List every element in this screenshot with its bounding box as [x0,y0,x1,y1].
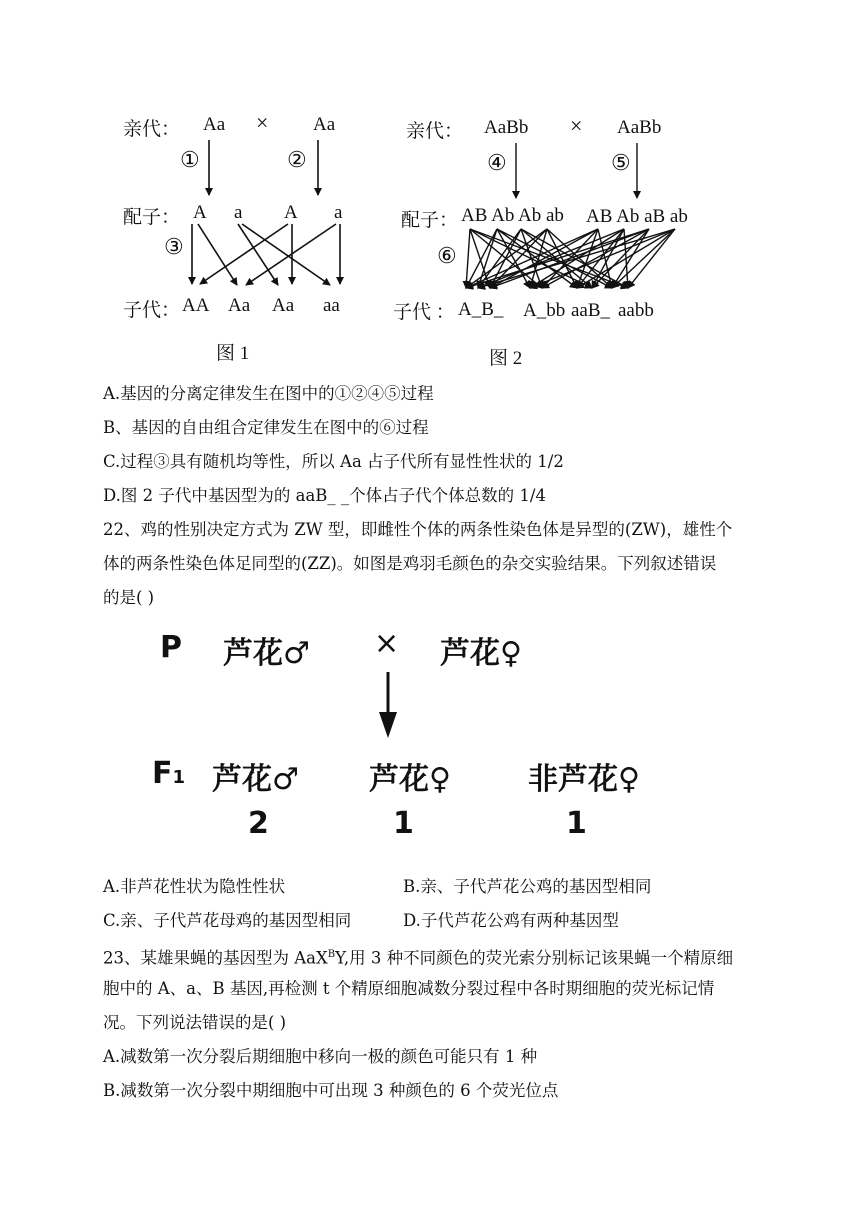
q23-option-b: B.减数第一次分裂中期细胞中可出现 3 种颜色的 6 个荧光位点 [103,1081,559,1100]
fig2-offspring: aaB_ [571,300,611,321]
q22-stem-line-3: 的是( ) [103,588,155,607]
q21-option-b: B、基因的自由组合定律发生在图中的⑥过程 [103,418,429,437]
q22-option-d: D.子代芦花公鸡有两种基因型 [403,911,619,930]
q22-stem-line-1: 22、鸡的性别决定方式为 ZW 型，即雌性个体的两条性染色体是异型的(ZW)，雄性个 [103,520,733,539]
fig2-gametes-left: AB Ab Ab ab [461,205,564,226]
fig1-parent-left: Aa [203,114,226,135]
q23-stem-line-3: 况。下列说法错误的是( ) [103,1013,287,1032]
q22-ratio: 2 [248,806,269,841]
q23-stem-line-1: 23、某雄果蝇的基因型为 AaX$^B$Y,用 3 种不同颜色的荧光索分别标记该果蝇一个精原细 [103,948,734,968]
fig1-gamete: A [284,202,298,223]
q22-f1-non: 非芦花♀ [528,762,640,797]
fig1-offspring: Aa [272,295,295,316]
q23-stem-line-2: 胞中的 A、a、B 基因,再检测 t 个精原细胞减数分裂过程中各时期细胞的荧光标记情 [103,979,715,998]
q21-option-a: A.基因的分离定律发生在图中的①②④⑤过程 [103,384,434,403]
fig2-caption: 图 2 [489,348,523,369]
fig2-gametes-right: AB Ab aB ab [586,206,688,227]
q22-ratio: 1 [566,806,587,841]
q22-f1-male: 芦花♂ [212,762,299,797]
q22-p-female: 芦花♀ [440,636,522,671]
fig1-gamete: A [193,202,207,223]
fig2-gamete-label: 配子： [401,210,459,231]
fig1-parent-right: Aa [313,114,336,135]
q22-f1-female: 芦花♀ [369,762,451,797]
fig2-offspring: A_B_ [458,299,504,320]
fig2-step-4: ④ [487,150,507,175]
fig2-offspring-label: 子代 ： [393,302,455,323]
fig1-gamete: a [234,202,243,223]
q22-f1-label: F1 [152,756,186,791]
q22-stem-line-2: 体的两条性染色体足同型的(ZZ)。如图是鸡羽毛颜色的杂交实验结果。下列叙述错误 [103,554,717,573]
fig1-step-3: ③ [164,234,184,259]
fig1-gamete: a [334,202,343,223]
q22-p-male: 芦花♂ [223,636,310,671]
q22-option-b: B.亲、子代芦花公鸡的基因型相同 [403,877,652,896]
fig1-gamete-label: 配子： [123,207,181,228]
q22-ratio: 1 [393,806,414,841]
fig2-parent-left: AaBb [484,117,529,138]
fig2-step-6: ⑥ [437,243,457,268]
fig1-step-2: ② [287,147,307,172]
q22-p-label: P [160,630,182,665]
fig2-parent-label: 亲代： [406,121,464,142]
q21-option-c: C.过程③具有随机均等性，所以 Aa 占子代所有显性性状的 1/2 [103,452,564,471]
q22-option-c: C.亲、子代芦花母鸡的基因型相同 [103,911,352,930]
fig2-parent-right: AaBb [617,117,662,138]
q21-option-d: D.图 2 子代中基因型为的 aaB_ _个体占子代个体总数的 1/4 [103,486,546,505]
fig2-offspring: aabb [618,300,654,321]
fig1-offspring: Aa [228,295,251,316]
fig2-offspring: A_bb [523,300,566,321]
fig1-step-1: ① [180,147,200,172]
fig2-step-5: ⑤ [611,150,631,175]
fig1-cross: × [256,110,269,135]
fig1-offspring: aa [323,295,340,316]
fig1-parent-label: 亲代： [123,119,181,140]
fig2-cross: × [570,113,583,138]
fig1-offspring: AA [182,295,210,316]
q22-option-a: A.非芦花性状为隐性性状 [103,877,286,896]
fig1-offspring-label: 子代： [123,300,181,321]
fig1-caption: 图 1 [216,343,250,364]
q23-option-a: A.减数第一次分裂后期细胞中移向一极的颜色可能只有 1 种 [103,1047,538,1066]
q22-cross: × [374,626,400,661]
